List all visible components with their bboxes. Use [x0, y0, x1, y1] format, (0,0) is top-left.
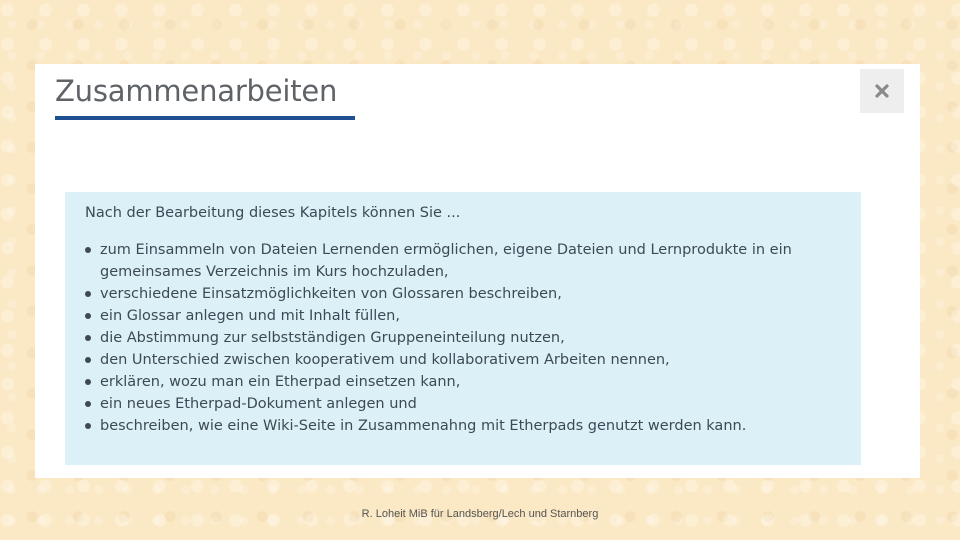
bullet-icon [85, 357, 91, 363]
list-item-text: zum Einsammeln von Dateien Lernenden ermöglichen, eigene Dateien und Lernprodukte in ein gemeinsames Verzeichnis im Kurs hochzuladen, [100, 242, 792, 280]
list-item-text: erklären, wozu man ein Etherpad einsetzen kann, [100, 374, 461, 390]
list-item [85, 283, 825, 305]
list-item [85, 371, 825, 393]
list-item-text: ein Glossar anlegen und mit Inhalt füllen, [100, 308, 400, 324]
list-item [85, 415, 825, 437]
list-item-text: die Abstimmung zur selbstständigen Gruppeneinteilung nutzen, [100, 330, 565, 346]
learning-goals-box [65, 192, 861, 465]
bullet-icon [85, 313, 91, 319]
bullet-icon [85, 423, 91, 429]
list-item [85, 327, 825, 349]
list-item [85, 239, 825, 283]
learning-goals-intro: Nach der Bearbeitung dieses Kapitels können Sie ... [85, 205, 461, 221]
dialog-panel [35, 64, 920, 478]
close-icon [875, 84, 889, 98]
list-item [85, 349, 825, 371]
list-item-text: ein neues Etherpad-Dokument anlegen und [100, 396, 417, 412]
close-button[interactable] [860, 69, 904, 113]
bullet-icon [85, 291, 91, 297]
list-item-text: beschreiben, wie eine Wiki-Seite in Zusammenahng mit Etherpads genutzt werden kann. [100, 418, 747, 434]
bullet-icon [85, 379, 91, 385]
bullet-icon [85, 401, 91, 407]
list-item [85, 393, 825, 415]
title-underline [55, 116, 355, 120]
bullet-icon [85, 335, 91, 341]
footer-credit: R. Loheit MiB für Landsberg/Lech und Starnberg [361, 508, 599, 520]
dialog-title: Zusammenarbeiten [55, 74, 338, 108]
bullet-icon [85, 247, 91, 253]
list-item-text: verschiedene Einsatzmöglichkeiten von Glossaren beschreiben, [100, 286, 562, 302]
list-item-text: den Unterschied zwischen kooperativem und kollaborativem Arbeiten nennen, [100, 352, 670, 368]
learning-goals-list [85, 239, 825, 437]
list-item [85, 305, 825, 327]
